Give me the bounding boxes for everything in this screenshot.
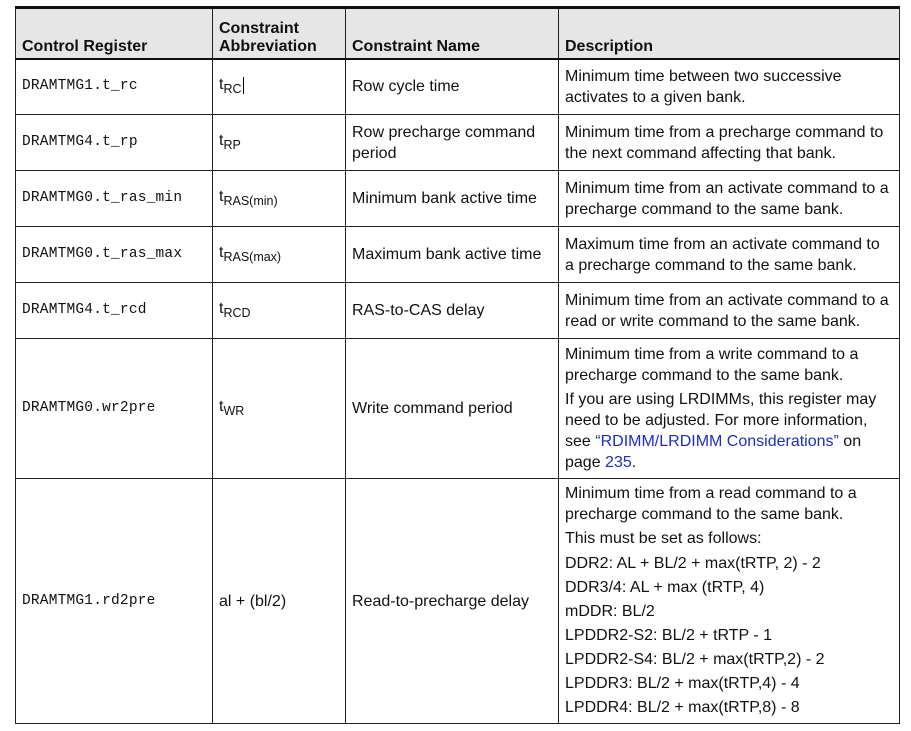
- formula-line: DDR3/4: AL + max (tRTP, 4): [565, 578, 765, 596]
- description-cell: Minimum time from an activate command to a precharge command to the same bank.: [559, 171, 900, 227]
- formula-line: LPDDR2-S2: BL/2 + tRTP - 1: [565, 626, 773, 644]
- constraint-name-cell: Write command period: [346, 339, 559, 479]
- table-row: [16, 479, 900, 724]
- table-row: [16, 59, 900, 115]
- formula-line: mDDR: BL/2: [565, 602, 655, 620]
- page-number-link[interactable]: 235: [605, 454, 632, 471]
- description-cell: Maximum time from an activate command to a precharge command to the same bank.: [559, 227, 900, 283]
- abbreviation-cell: $t_{RC}$: [213, 59, 346, 115]
- timing-constraints-table: [15, 6, 900, 724]
- description-cell: Minimum time from an activate command to a read or write command to the same bank.: [559, 283, 900, 339]
- formula-line: LPDDR2-S4: BL/2 + max(tRTP,2) - 2: [565, 650, 825, 668]
- constraint-name-cell: Minimum bank active time: [346, 171, 559, 227]
- table-row: [16, 115, 900, 171]
- description-cell: Minimum time from a write command to a precharge command to the same bank. If you are using LRDIMMs, this register may need to be adjusted. For more information, see “RDIMM/LRDIMM Considerations” on page 235.: [559, 339, 900, 479]
- constraint-name-cell: Row cycle time: [346, 59, 559, 115]
- table-row: [16, 283, 900, 339]
- abbreviation-cell: $t_{RP}$: [213, 115, 346, 171]
- formula-line: LPDDR3: BL/2 + max(tRTP,4) - 4: [565, 674, 800, 692]
- abbreviation-cell: $t_{RAS(min)}$: [213, 171, 346, 227]
- header-control-register: Control Register: [16, 8, 213, 59]
- rdimm-lrdimm-considerations-link[interactable]: “RDIMM/LRDIMM Considerations”: [595, 433, 839, 450]
- description-cell: Minimum time from a precharge command to the next command affecting that bank.: [559, 115, 900, 171]
- description-cell: Minimum time between two successive activates to a given bank.: [559, 59, 900, 115]
- register-cell: DRAMTMG0.t_ras_min: [16, 171, 213, 227]
- header-row: [16, 8, 900, 59]
- header-description: Description: [559, 8, 900, 59]
- register-cell: DRAMTMG4.t_rp: [16, 115, 213, 171]
- register-cell: DRAMTMG1.t_rc: [16, 59, 213, 115]
- abbreviation-cell: $t_{WR}$: [213, 339, 346, 479]
- lrdimm-note: If you are using LRDIMMs, this register may need to be adjusted. For more information, see “RDIMM/LRDIMM Considerations” on page 235.: [565, 391, 877, 471]
- formula-line: DDR2: AL + BL/2 + max(tRTP, 2) - 2: [565, 554, 821, 572]
- abbreviation-cell: al + (bl/2): [213, 479, 346, 724]
- constraint-name-cell: Maximum bank active time: [346, 227, 559, 283]
- table-row: [16, 171, 900, 227]
- register-cell: DRAMTMG0.t_ras_max: [16, 227, 213, 283]
- abbreviation-cell: $t_{RAS(max)}$: [213, 227, 346, 283]
- constraint-name-cell: Row precharge command period: [346, 115, 559, 171]
- register-cell: DRAMTMG1.rd2pre: [16, 479, 213, 724]
- constraint-name-cell: Read-to-precharge delay: [346, 479, 559, 724]
- register-cell: DRAMTMG4.t_rcd: [16, 283, 213, 339]
- table-row: [16, 339, 900, 479]
- abbreviation-cell: $t_{RCD}$: [213, 283, 346, 339]
- formula-line: LPDDR4: BL/2 + max(tRTP,8) - 8: [565, 698, 800, 716]
- description-cell: Minimum time from a read command to a precharge command to the same bank. This must be set as follows: DDR2: AL + BL/2 + max(tRTP, 2) - 2 DDR3/4: AL + max (tRTP, 4) mDDR: BL/2 LPDDR2-S2: BL/2 + tRTP - 1 LPDDR2-S4: BL/2 + max(tRTP,2) - 2 LPDDR3: BL/2 + max(tRTP,4) - 4 LPDDR4: BL/2 + max(tRTP,8) - 8: [559, 479, 900, 724]
- text-cursor: [243, 77, 244, 94]
- constraint-name-cell: RAS-to-CAS delay: [346, 283, 559, 339]
- header-constraint-name: Constraint Name: [346, 8, 559, 59]
- register-cell: DRAMTMG0.wr2pre: [16, 339, 213, 479]
- header-constraint-abbreviation: Constraint Abbreviation: [213, 8, 346, 59]
- table-row: [16, 227, 900, 283]
